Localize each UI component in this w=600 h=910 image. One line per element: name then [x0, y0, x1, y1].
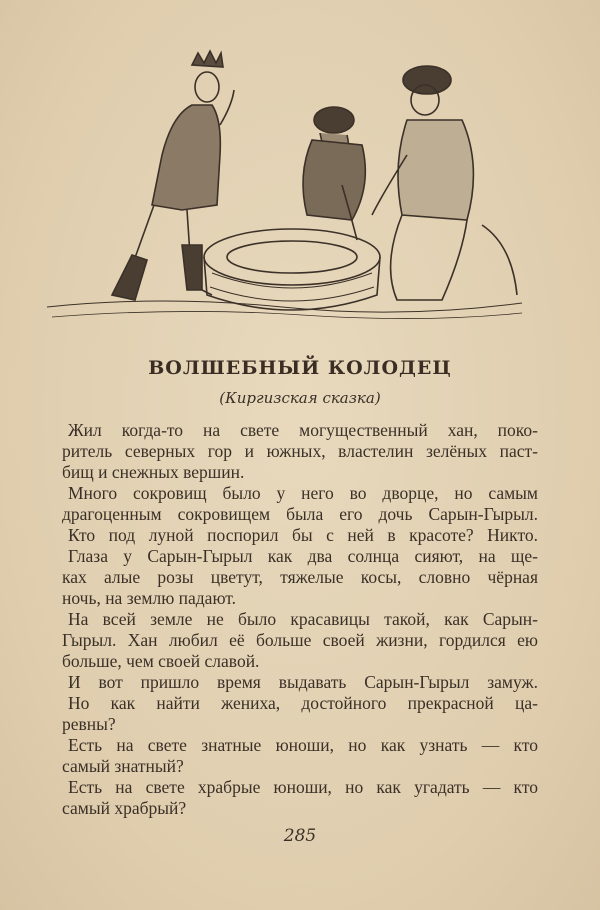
page-number: 285	[283, 826, 317, 846]
text-line: ревны?	[62, 714, 116, 734]
text-line: драгоценным сокровищем была его дочь Сарын-Гырыл.	[62, 504, 538, 524]
text-line: самый знатный?	[62, 756, 184, 776]
text-line: И вот пришло время выдавать Сарын-Гырыл замуж.	[68, 672, 538, 692]
text-line: Жил когда-то на свете могущественный хан, поко-	[68, 420, 538, 440]
story-title: ВОЛШЕБНЫЙ КОЛОДЕЦ	[148, 357, 452, 379]
text-line: Гырыл. Хан любил её больше своей жизни, гордился ею	[62, 630, 538, 650]
text-line: Но как найти жениха, достойного прекрасной ца-	[68, 693, 538, 713]
text-line: Есть на свете знатные юноши, но как узнать — кто	[68, 735, 538, 755]
text-line: больше, чем своей славой.	[62, 651, 260, 671]
text-line: ритель северных гор и южных, властелин зелёных паст-	[62, 441, 538, 461]
text-line: ках алые розы цветут, тяжелые косы, словно чёрная	[62, 567, 538, 587]
text-line: бищ и снежных вершин.	[62, 462, 245, 482]
text-line: ночь, на землю падают.	[62, 588, 236, 608]
text-line: самый храбрый?	[62, 798, 187, 818]
text-line: Кто под луной поспорил бы с ней в красоте? Никто.	[68, 525, 538, 545]
text-line: Есть на свете храбрые юноши, но как угадать — кто	[68, 777, 538, 797]
text-line: На всей земле не было красавицы такой, как Сарын-	[68, 609, 538, 629]
illustration-magic-well	[42, 45, 527, 330]
text-line: Много сокровищ было у него во дворце, но самым	[68, 483, 538, 503]
text-line: Глаза у Сарын-Гырыл как два солнца сияют, на ще-	[68, 546, 538, 566]
story-subtitle: (Киргизская сказка)	[219, 389, 381, 407]
story-text	[62, 420, 538, 819]
